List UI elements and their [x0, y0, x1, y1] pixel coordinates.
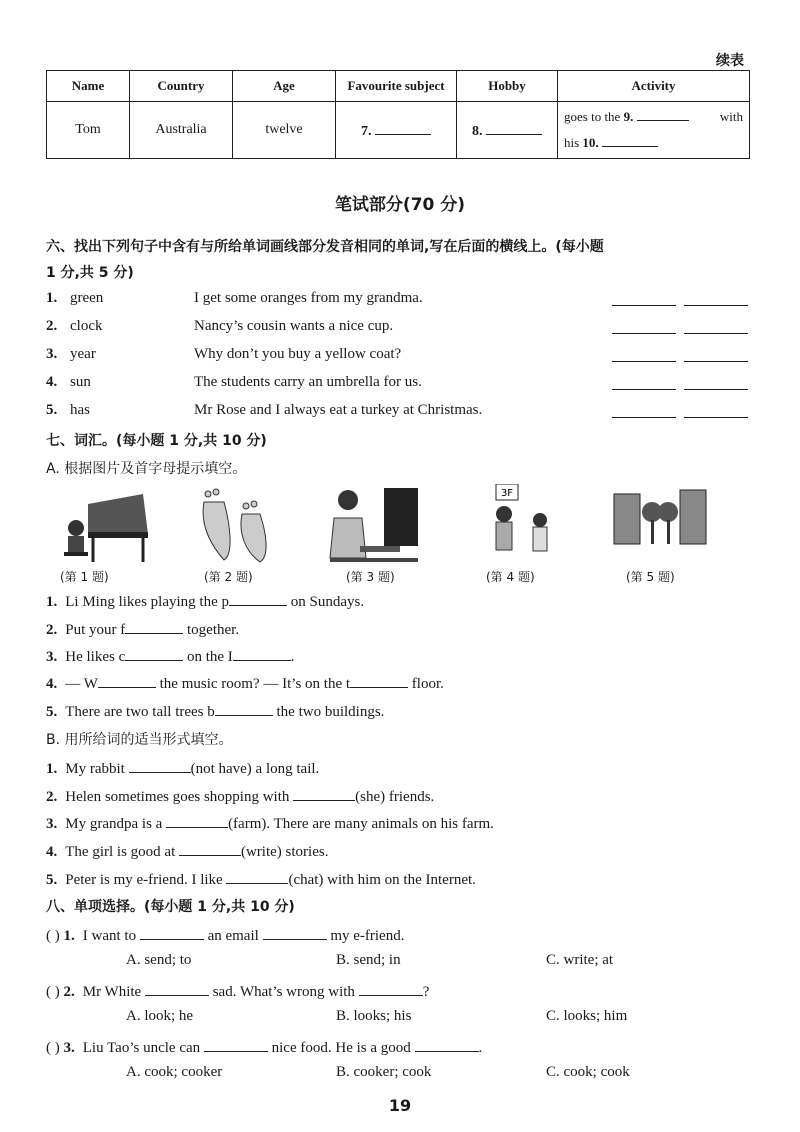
- item-number: 5.: [46, 704, 58, 720]
- computer-picture: [326, 484, 422, 564]
- answer-blank[interactable]: [233, 645, 291, 661]
- answer-blanks[interactable]: [612, 346, 748, 367]
- answer-blank[interactable]: [602, 133, 658, 147]
- answer-blank[interactable]: [293, 785, 355, 801]
- pron-item: [46, 402, 756, 424]
- form-item: [46, 868, 476, 889]
- option-c[interactable]: C. write; at: [546, 952, 614, 968]
- answer-blank: [263, 924, 327, 940]
- answer-blank[interactable]: [637, 107, 689, 121]
- answer-blank: [359, 980, 423, 996]
- floor-picture: [470, 484, 566, 564]
- table-row: [47, 102, 750, 159]
- blank-number: 8.: [472, 124, 483, 139]
- table-header: Age: [233, 71, 336, 102]
- item-number: 4.: [46, 374, 58, 390]
- sentence: I get some oranges from my grandma.: [194, 290, 423, 306]
- item-number: 3.: [46, 346, 58, 362]
- item-number: 2.: [46, 622, 58, 638]
- section-title: 笔试部分(70 分): [334, 195, 466, 215]
- item-text: ?: [422, 984, 430, 1000]
- answer-blank[interactable]: [375, 120, 431, 135]
- pron-item: [46, 290, 756, 312]
- item-text: .: [478, 1040, 483, 1056]
- sentence: The students carry an umbrella for us.: [194, 374, 422, 390]
- caption: (第 1 题): [60, 570, 109, 584]
- vocab-item: [46, 590, 364, 611]
- item-number: 2.: [46, 318, 58, 334]
- item-text: on the I: [183, 649, 233, 665]
- answer-blank[interactable]: [129, 757, 191, 773]
- given-word: green: [70, 290, 104, 306]
- item-number: 3.: [46, 816, 58, 832]
- item-number: 5.: [46, 872, 58, 888]
- cell-hobby: [457, 102, 558, 159]
- item-text: sad. What’s wrong with: [208, 984, 359, 1000]
- item-text: The girl is good at: [65, 844, 179, 860]
- option-a[interactable]: A. cook; cooker: [126, 1064, 223, 1080]
- item-number: 2.: [63, 984, 75, 1000]
- continued-label: 续表: [716, 53, 744, 69]
- item-number: 1.: [63, 928, 75, 944]
- item-text: my e-friend.: [326, 928, 405, 944]
- answer-bracket[interactable]: ( ): [46, 984, 60, 1000]
- answer-blank[interactable]: [98, 672, 156, 688]
- answer-bracket[interactable]: ( ): [46, 928, 60, 944]
- answer-blank: [145, 980, 209, 996]
- sentence: Mr Rose and I always eat a turkey at Christmas.: [194, 402, 483, 418]
- option-b[interactable]: B. cooker; cook: [336, 1064, 432, 1080]
- table-header: Hobby: [457, 71, 558, 102]
- blank-number: 10.: [582, 135, 599, 150]
- answer-blank: [140, 924, 204, 940]
- sign-3f: 3F: [500, 488, 514, 499]
- part8-heading: 八、单项选择。(每小题 1 分,共 10 分): [46, 899, 295, 915]
- item-text: Mr White: [82, 984, 145, 1000]
- item-text: Helen sometimes goes shopping with: [65, 789, 294, 805]
- item-number: 1.: [46, 761, 58, 777]
- part6-heading-cont: 1 分,共 5 分): [46, 265, 134, 281]
- feet-picture: [190, 484, 286, 564]
- vocab-item: [46, 672, 444, 693]
- item-text: My grandpa is a: [65, 816, 167, 832]
- item-number: 4.: [46, 844, 58, 860]
- piano-picture: [58, 484, 154, 564]
- blank-number: 9.: [623, 109, 634, 124]
- cell-name: Tom: [47, 102, 130, 159]
- table-header: Country: [130, 71, 233, 102]
- given-word: sun: [70, 374, 91, 390]
- vocab-item: [46, 645, 295, 666]
- item-number: 1.: [46, 594, 58, 610]
- vocab-item: [46, 700, 384, 721]
- answer-blanks[interactable]: [612, 290, 748, 311]
- item-text: on Sundays.: [286, 594, 365, 610]
- part6-heading: 六、找出下列句子中含有与所给单词画线部分发音相同的单词,写在后面的横线上。(每小题: [46, 239, 604, 255]
- item-number: 5.: [46, 402, 58, 418]
- vocab-item: [46, 618, 239, 639]
- mcq-question: [46, 980, 429, 1001]
- item-text: nice food. He is a good: [267, 1040, 415, 1056]
- pron-item: [46, 318, 756, 340]
- item-text: I want to: [82, 928, 140, 944]
- table-header: Activity: [558, 71, 750, 102]
- activity-text: goes to the: [564, 109, 621, 124]
- item-number: 1.: [46, 290, 58, 306]
- item-text: — W: [65, 676, 98, 692]
- item-text: together.: [183, 622, 240, 638]
- page-number: 19: [388, 1096, 412, 1115]
- activity-text: his: [564, 135, 580, 150]
- option-b[interactable]: B. send; in: [336, 952, 401, 968]
- caption: (第 3 题): [346, 570, 395, 584]
- buildings-trees-picture: [612, 484, 708, 564]
- item-text: He likes c: [65, 649, 126, 665]
- answer-blank: [415, 1036, 479, 1052]
- item-text: Peter is my e-friend. I like: [65, 872, 227, 888]
- part7-heading: 七、词汇。(每小题 1 分,共 10 分): [46, 433, 267, 449]
- given-word: has: [70, 402, 90, 418]
- item-text: an email: [203, 928, 263, 944]
- answer-blank[interactable]: [179, 840, 241, 856]
- item-text: (farm). There are many animals on his farm.: [228, 816, 494, 832]
- answer-blanks[interactable]: [612, 402, 748, 423]
- option-a[interactable]: A. look; he: [126, 1008, 194, 1024]
- form-item: [46, 757, 319, 778]
- answer-blank[interactable]: [166, 812, 228, 828]
- item-text: My rabbit: [65, 761, 129, 777]
- item-text: the music room? — It’s on the t: [155, 676, 351, 692]
- answer-blank[interactable]: [350, 672, 408, 688]
- info-table: [46, 70, 750, 159]
- caption: (第 4 题): [486, 570, 535, 584]
- pron-item: [46, 346, 756, 368]
- item-text: Li Ming likes playing the p: [65, 594, 229, 610]
- answer-blanks[interactable]: [612, 374, 748, 395]
- answer-blank[interactable]: [486, 120, 542, 135]
- form-item: [46, 785, 434, 806]
- cell-age: twelve: [233, 102, 336, 159]
- cell-activity: [558, 102, 750, 159]
- form-item: [46, 840, 328, 861]
- option-c[interactable]: C. looks; him: [546, 1008, 628, 1024]
- answer-blank: [204, 1036, 268, 1052]
- cell-subject: [336, 102, 457, 159]
- answer-blank[interactable]: [125, 618, 183, 634]
- item-text: .: [290, 649, 295, 665]
- table-header: Favourite subject: [336, 71, 457, 102]
- item-text: (not have) a long tail.: [190, 761, 320, 777]
- item-number: 2.: [46, 789, 58, 805]
- sentence: Nancy’s cousin wants a nice cup.: [194, 318, 394, 334]
- option-a[interactable]: A. send; to: [126, 952, 192, 968]
- table-header-row: [47, 71, 750, 102]
- item-number: 3.: [63, 1040, 75, 1056]
- pron-item: [46, 374, 756, 396]
- answer-blank[interactable]: [229, 590, 287, 606]
- part7-sub-a: A. 根据图片及首字母提示填空。: [46, 461, 247, 477]
- option-b[interactable]: B. looks; his: [336, 1008, 412, 1024]
- given-word: clock: [70, 318, 103, 334]
- item-text: the two buildings.: [272, 704, 385, 720]
- item-text: Put your f: [65, 622, 126, 638]
- item-text: Liu Tao’s uncle can: [82, 1040, 204, 1056]
- sentence: Why don’t you buy a yellow coat?: [194, 346, 402, 362]
- answer-blank[interactable]: [226, 868, 288, 884]
- answer-blank[interactable]: [125, 645, 183, 661]
- activity-text: with: [719, 109, 743, 124]
- item-text: floor.: [408, 676, 444, 692]
- item-text: (she) friends.: [355, 789, 435, 805]
- form-item: [46, 812, 494, 833]
- answer-bracket[interactable]: ( ): [46, 1040, 60, 1056]
- option-c[interactable]: C. cook; cook: [546, 1064, 630, 1080]
- answer-blanks[interactable]: [612, 318, 748, 339]
- caption: (第 2 题): [204, 570, 253, 584]
- item-text: (chat) with him on the Internet.: [288, 872, 476, 888]
- answer-blank[interactable]: [215, 700, 273, 716]
- part7-sub-b: B. 用所给词的适当形式填空。: [46, 732, 233, 748]
- table-header: Name: [47, 71, 130, 102]
- item-number: 4.: [46, 676, 58, 692]
- mcq-question: [46, 924, 404, 945]
- blank-number: 7.: [361, 124, 372, 139]
- given-word: year: [70, 346, 96, 362]
- item-text: (write) stories.: [240, 844, 329, 860]
- item-number: 3.: [46, 649, 58, 665]
- item-text: There are two tall trees b: [65, 704, 215, 720]
- caption: (第 5 题): [626, 570, 675, 584]
- cell-country: Australia: [130, 102, 233, 159]
- mcq-question: [46, 1036, 482, 1057]
